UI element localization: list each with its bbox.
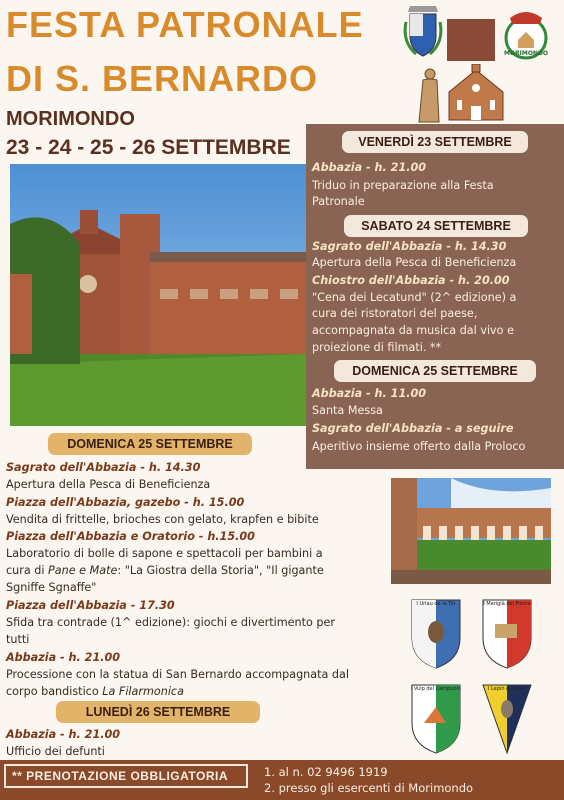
sunday-day-label: DOMENICA 25 SETTEMBRE (48, 433, 252, 455)
reservation-phone: 1. al n. 02 9496 1919 (264, 765, 388, 779)
abbey-photo (10, 164, 306, 426)
event-title-line2: DI S. BERNARDO (6, 58, 319, 99)
event-dates: 23 - 24 - 25 - 26 SETTEMBRE (6, 136, 291, 159)
reservation-notice: ** PRENOTAZIONE OBBLIGATORIA (4, 764, 248, 788)
sunday-event-5-desc-2 (6, 684, 184, 700)
saturday-day-label: SABATO 24 SETTEMBRE (344, 215, 528, 237)
sunday-day-label-panel: DOMENICA 25 SETTEMBRE (334, 360, 536, 382)
sunday-event-2-location: Piazza dell'Abbazia, gazebo (6, 496, 181, 509)
saturday-event-1-time: - h. 14.30 (442, 240, 507, 253)
sunday-event-2-time: - h. 15.00 (180, 496, 245, 509)
sunday-event-4-time: - 17.30 (126, 599, 175, 612)
sunday-panel-event-2-heading (312, 421, 513, 437)
contrada-name-vulp: I Vulp del Campunin (410, 686, 462, 692)
saturday-event-2-location: Chiostro dell'Abbazia (312, 274, 446, 287)
sunday-event-4-desc-2: tutti (6, 633, 30, 646)
sunday-event-3-desc-2 (6, 563, 324, 579)
friday-event-1-desc-1: Triduo in preparazione alla Festa (312, 179, 494, 192)
pane-e-mate-name: Pane e Mate (48, 564, 118, 577)
monday-event-1-time: - h. 21.00 (56, 728, 121, 741)
contrada-name-urlau: I Urlau de la Tor (416, 601, 456, 607)
saturday-event-2-desc-4: proiezione di filmati. ** (312, 341, 442, 354)
cloister-photo (391, 478, 551, 584)
sunday-event-3-desc-3: Sgniffe Sgnaffe" (6, 581, 97, 594)
saturday-event-2-time: - h. 20.00 (445, 274, 510, 287)
saturday-event-2-desc-2: cura dei ristoratori del paese, (312, 307, 478, 320)
sunday-event-3-desc-1: Laboratorio di bolle di sapone e spettacoli per bambini a (6, 547, 323, 560)
sunday-panel-event-1-location: Abbazia (312, 387, 363, 400)
morimondo-badge-logo (500, 6, 552, 62)
reservation-shops: 2. presso gli esercenti di Morimondo (264, 781, 474, 795)
abbey-facade-drawing (445, 64, 507, 122)
friday-event-1-time: - h. 21.00 (362, 161, 427, 174)
saturday-event-1-location: Sagrato dell'Abbazia (312, 240, 443, 253)
sunday-panel-event-2-location: Sagrato dell'Abbazia (312, 422, 443, 435)
saturday-event-1-desc: Apertura della Pesca di Beneficienza (312, 256, 517, 269)
monday-event-1-location: Abbazia (6, 728, 57, 741)
right-program-panel (306, 124, 564, 469)
sunday-panel-event-1-time: - h. 11.00 (362, 387, 427, 400)
monday-day-label: LUNEDÌ 26 SETTEMBRE (56, 701, 260, 723)
saturday-event-2-desc-3: accompagnata da musica dal vivo e (312, 324, 514, 337)
morimondo-badge-text: MORIMONDO (503, 50, 549, 57)
sunday-event-4-location: Piazza dell'Abbazia (6, 599, 127, 612)
sunday-event-5-time: - h. 21.00 (56, 651, 121, 664)
sunday-event-1-heading (6, 460, 200, 476)
blank-logo-block (447, 19, 495, 61)
sunday-event-2-heading (6, 495, 244, 511)
saturday-event-1-heading (312, 239, 506, 255)
friday-event-1-location: Abbazia (312, 161, 363, 174)
sunday-event-5-location: Abbazia (6, 651, 57, 664)
sunday-event-3-location: Piazza dell'Abbazia e Oratorio (6, 530, 195, 543)
friday-day-label: VENERDÌ 23 SETTEMBRE (342, 131, 528, 153)
saint-bernard-drawing (417, 66, 441, 124)
sunday-event-4-heading (6, 598, 175, 614)
sunday-panel-event-2-desc: Aperitivo insieme offerto dalla Proloco (312, 440, 526, 453)
friday-event-1-heading (312, 160, 426, 176)
sunday-event-1-time: - h. 14.30 (136, 461, 201, 474)
contrada-shield-urlau (410, 598, 462, 670)
sunday-event-2-desc: Vendita di frittelle, brioches con gelato, krapfen e bibite (6, 513, 319, 526)
sunday-panel-event-1-desc: Santa Messa (312, 404, 383, 417)
sunday-event-4-desc-1: Sfida tra contrade (1^ edizione): giochi e divertimento per (6, 616, 335, 629)
sunday-panel-event-1-heading (312, 386, 426, 402)
sunday-event-1-desc: Apertura della Pesca di Beneficienza (6, 478, 211, 491)
municipal-crest-logo (402, 2, 444, 60)
sunday-event-3-time: - h.15.00 (194, 530, 255, 543)
monday-event-1-desc: Ufficio dei defunti (6, 745, 105, 758)
contrada-shield-marigia (481, 598, 533, 670)
friday-event-1-desc-2: Patronale (312, 195, 365, 208)
event-title-line1: FESTA PATRONALE (6, 4, 364, 45)
sunday-event-5-desc-1: Processione con la statua di San Bernardo accompagnata dal (6, 668, 349, 681)
contrada-shield-lepin (481, 683, 533, 755)
sunday-event-5-heading (6, 650, 120, 666)
saturday-event-2-heading (312, 273, 510, 289)
sunday-event-3-desc-2a: cura di (6, 564, 49, 577)
sunday-event-1-location: Sagrato dell'Abbazia (6, 461, 137, 474)
footer-bar (0, 760, 564, 800)
sunday-event-5-desc-2a: corpo bandistico (6, 685, 103, 698)
sunday-event-3-desc-2c: : "La Giostra della Storia", "Il gigante (117, 564, 324, 577)
monday-event-1-heading (6, 727, 120, 743)
la-filarmonica-name: La Filarmonica (102, 685, 184, 698)
sunday-panel-event-2-time: - a seguire (442, 422, 514, 435)
saturday-event-2-desc-1: "Cena dei Lecatund" (2^ edizione) a (312, 291, 517, 304)
contrada-name-lepin: I Lepin di Cusin (487, 686, 527, 692)
event-place: MORIMONDO (6, 108, 135, 130)
contrada-name-marigia: I Marigià del Fiorna (483, 601, 531, 607)
contrada-shield-vulp (410, 683, 462, 755)
sunday-event-3-heading (6, 529, 255, 545)
